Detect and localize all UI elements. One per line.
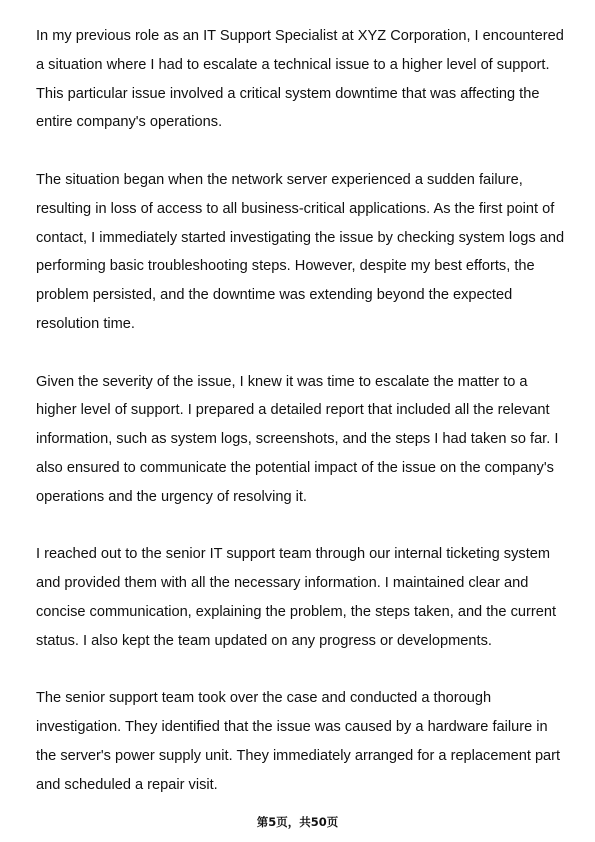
paragraph-2 <box>36 166 568 339</box>
document-body <box>36 22 568 800</box>
paragraph-line: resolution time. <box>36 315 135 332</box>
paragraph-line: problem persisted, and the downtime was extending beyond the expected <box>36 287 513 304</box>
paragraph-line: contact, I immediately started investigating the issue by checking system logs and <box>36 229 565 246</box>
paragraph-line: concise communication, explaining the problem, the steps taken, and the current <box>36 603 556 620</box>
paragraph-4 <box>36 540 568 655</box>
paragraph-line: investigation. They identified that the issue was caused by a hardware failure in <box>36 719 548 736</box>
paragraph-line: status. I also kept the team updated on any progress or developments. <box>36 632 492 649</box>
paragraph-line: and scheduled a repair visit. <box>36 776 218 793</box>
paragraph-line: also ensured to communicate the potential impact of the issue on the company's <box>36 459 554 476</box>
paragraph-line: a situation where I had to escalate a technical issue to a higher level of support. <box>36 56 550 73</box>
paragraph-line: The senior support team took over the case and conducted a thorough <box>36 690 492 707</box>
paragraph-spacer <box>36 339 568 368</box>
paragraph-5 <box>36 684 568 799</box>
paragraph-line: higher level of support. I prepared a detailed report that included all the relevant <box>36 402 550 419</box>
paragraph-line: I reached out to the senior IT support team through our internal ticketing system <box>36 546 551 563</box>
paragraph-line: and provided them with all the necessary information. I maintained clear and <box>36 575 529 592</box>
paragraph-spacer <box>36 512 568 541</box>
paragraph-line: entire company's operations. <box>36 114 223 131</box>
paragraph-1 <box>36 22 568 137</box>
paragraph-line: This particular issue involved a critical system downtime that was affecting the <box>36 85 540 102</box>
page-number-footer: 第5页，共50页 <box>256 815 339 829</box>
paragraph-spacer <box>36 656 568 685</box>
paragraph-3 <box>36 368 568 512</box>
paragraph-line: the server's power supply unit. They immediately arranged for a replacement part <box>36 747 561 764</box>
paragraph-line: operations and the urgency of resolving it. <box>36 488 307 505</box>
paragraph-spacer <box>36 137 568 166</box>
paragraph-line: performing basic troubleshooting steps. However, despite my best efforts, the <box>36 258 535 275</box>
paragraph-line: In my previous role as an IT Support Specialist at XYZ Corporation, I encountered <box>36 28 564 44</box>
paragraph-line: information, such as system logs, screenshots, and the steps I had taken so far. I <box>36 431 559 448</box>
paragraph-line: Given the severity of the issue, I knew it was time to escalate the matter to a <box>36 373 528 390</box>
paragraph-line: resulting in loss of access to all business-critical applications. As the first point of <box>36 200 555 217</box>
paragraph-line: The situation began when the network server experienced a sudden failure, <box>36 171 523 188</box>
